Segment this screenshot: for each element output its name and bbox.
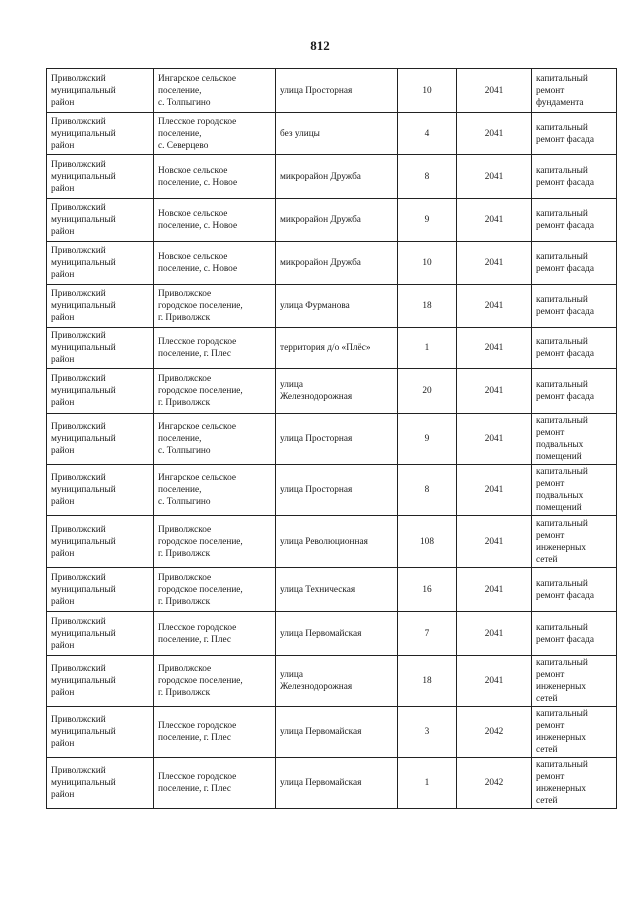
street-cell: улица Просторная <box>276 69 398 113</box>
settlement-cell: Новское сельское поселение, с. Новое <box>154 155 276 199</box>
settlement-cell: Новское сельское поселение, с. Новое <box>154 199 276 242</box>
work-type-cell: капитальный ремонт фасада <box>532 242 617 285</box>
work-type-cell: капитальный ремонт фасада <box>532 155 617 199</box>
house-number-cell: 1 <box>398 328 457 369</box>
house-number-cell: 108 <box>398 516 457 568</box>
table-row <box>47 242 617 285</box>
work-type-cell: капитальный ремонт фасада <box>532 369 617 414</box>
settlement-cell: Новское сельское поселение, с. Новое <box>154 242 276 285</box>
house-number-cell: 20 <box>398 369 457 414</box>
year-cell: 2041 <box>457 69 532 113</box>
district-cell: Приволжский муниципальный район <box>47 199 154 242</box>
street-cell: улица Просторная <box>276 465 398 516</box>
settlement-cell: Приволжское городское поселение, г. Приволжск <box>154 285 276 328</box>
table-row <box>47 516 617 568</box>
table-row <box>47 656 617 707</box>
district-cell: Приволжский муниципальный район <box>47 369 154 414</box>
year-cell: 2041 <box>457 568 532 612</box>
district-cell: Приволжский муниципальный район <box>47 612 154 656</box>
house-number-cell: 16 <box>398 568 457 612</box>
street-cell: улица Революционная <box>276 516 398 568</box>
work-type-cell: капитальный ремонт фасада <box>532 199 617 242</box>
work-type-cell: капитальный ремонт фасада <box>532 113 617 155</box>
house-number-cell: 4 <box>398 113 457 155</box>
settlement-cell: Плесское городское поселение, г. Плес <box>154 758 276 809</box>
house-number-cell: 10 <box>398 69 457 113</box>
street-cell: микрорайон Дружба <box>276 242 398 285</box>
house-number-cell: 10 <box>398 242 457 285</box>
street-cell: территория д/о «Плёс» <box>276 328 398 369</box>
year-cell: 2041 <box>457 612 532 656</box>
work-type-cell: капитальный ремонт подвальных помещений <box>532 414 617 465</box>
house-number-cell: 1 <box>398 758 457 809</box>
table-row <box>47 155 617 199</box>
year-cell: 2041 <box>457 328 532 369</box>
year-cell: 2041 <box>457 414 532 465</box>
year-cell: 2042 <box>457 707 532 758</box>
street-cell: микрорайон Дружба <box>276 155 398 199</box>
street-cell: улица Первомайская <box>276 707 398 758</box>
street-cell: без улицы <box>276 113 398 155</box>
table-row <box>47 369 617 414</box>
year-cell: 2041 <box>457 656 532 707</box>
year-cell: 2041 <box>457 113 532 155</box>
work-type-cell: капитальный ремонт инженерных сетей <box>532 758 617 809</box>
street-cell: улица Просторная <box>276 414 398 465</box>
settlement-cell: Плесское городское поселение, с. Северцево <box>154 113 276 155</box>
table-row <box>47 758 617 809</box>
district-cell: Приволжский муниципальный район <box>47 69 154 113</box>
repair-schedule-table <box>46 68 617 809</box>
house-number-cell: 8 <box>398 155 457 199</box>
street-cell: улица Первомайская <box>276 612 398 656</box>
work-type-cell: капитальный ремонт инженерных сетей <box>532 656 617 707</box>
district-cell: Приволжский муниципальный район <box>47 155 154 199</box>
district-cell: Приволжский муниципальный район <box>47 656 154 707</box>
table-body <box>47 69 617 809</box>
table-row <box>47 414 617 465</box>
street-cell: улица Первомайская <box>276 758 398 809</box>
district-cell: Приволжский муниципальный район <box>47 707 154 758</box>
street-cell: улица Фурманова <box>276 285 398 328</box>
table-row <box>47 199 617 242</box>
work-type-cell: капитальный ремонт фундамента <box>532 69 617 113</box>
table-row <box>47 707 617 758</box>
table-row <box>47 465 617 516</box>
house-number-cell: 7 <box>398 612 457 656</box>
district-cell: Приволжский муниципальный район <box>47 113 154 155</box>
house-number-cell: 9 <box>398 199 457 242</box>
settlement-cell: Приволжское городское поселение, г. Приволжск <box>154 516 276 568</box>
street-cell: улица Техническая <box>276 568 398 612</box>
street-cell: микрорайон Дружба <box>276 199 398 242</box>
street-cell: улица Железнодорожная <box>276 369 398 414</box>
work-type-cell: капитальный ремонт фасада <box>532 328 617 369</box>
settlement-cell: Ингарское сельское поселение, с. Толпыгино <box>154 69 276 113</box>
year-cell: 2041 <box>457 516 532 568</box>
work-type-cell: капитальный ремонт инженерных сетей <box>532 516 617 568</box>
settlement-cell: Приволжское городское поселение, г. Приволжск <box>154 656 276 707</box>
year-cell: 2041 <box>457 465 532 516</box>
settlement-cell: Ингарское сельское поселение, с. Толпыгино <box>154 414 276 465</box>
settlement-cell: Ингарское сельское поселение, с. Толпыгино <box>154 465 276 516</box>
district-cell: Приволжский муниципальный район <box>47 328 154 369</box>
work-type-cell: капитальный ремонт фасада <box>532 568 617 612</box>
house-number-cell: 3 <box>398 707 457 758</box>
work-type-cell: капитальный ремонт фасада <box>532 612 617 656</box>
table-row <box>47 568 617 612</box>
house-number-cell: 8 <box>398 465 457 516</box>
district-cell: Приволжский муниципальный район <box>47 516 154 568</box>
year-cell: 2041 <box>457 242 532 285</box>
table-row <box>47 328 617 369</box>
year-cell: 2041 <box>457 155 532 199</box>
settlement-cell: Приволжское городское поселение, г. Приволжск <box>154 369 276 414</box>
year-cell: 2041 <box>457 369 532 414</box>
district-cell: Приволжский муниципальный район <box>47 414 154 465</box>
district-cell: Приволжский муниципальный район <box>47 758 154 809</box>
house-number-cell: 18 <box>398 656 457 707</box>
work-type-cell: капитальный ремонт инженерных сетей <box>532 707 617 758</box>
settlement-cell: Плесское городское поселение, г. Плес <box>154 612 276 656</box>
settlement-cell: Плесское городское поселение, г. Плес <box>154 707 276 758</box>
year-cell: 2042 <box>457 758 532 809</box>
page-number: 812 <box>310 38 330 53</box>
settlement-cell: Приволжское городское поселение, г. Приволжск <box>154 568 276 612</box>
street-cell: улица Железнодорожная <box>276 656 398 707</box>
table-row <box>47 69 617 113</box>
table-row <box>47 612 617 656</box>
settlement-cell: Плесское городское поселение, г. Плес <box>154 328 276 369</box>
district-cell: Приволжский муниципальный район <box>47 242 154 285</box>
table-row <box>47 285 617 328</box>
year-cell: 2041 <box>457 199 532 242</box>
district-cell: Приволжский муниципальный район <box>47 465 154 516</box>
year-cell: 2041 <box>457 285 532 328</box>
work-type-cell: капитальный ремонт подвальных помещений <box>532 465 617 516</box>
table-row <box>47 113 617 155</box>
house-number-cell: 9 <box>398 414 457 465</box>
district-cell: Приволжский муниципальный район <box>47 568 154 612</box>
work-type-cell: капитальный ремонт фасада <box>532 285 617 328</box>
house-number-cell: 18 <box>398 285 457 328</box>
district-cell: Приволжский муниципальный район <box>47 285 154 328</box>
